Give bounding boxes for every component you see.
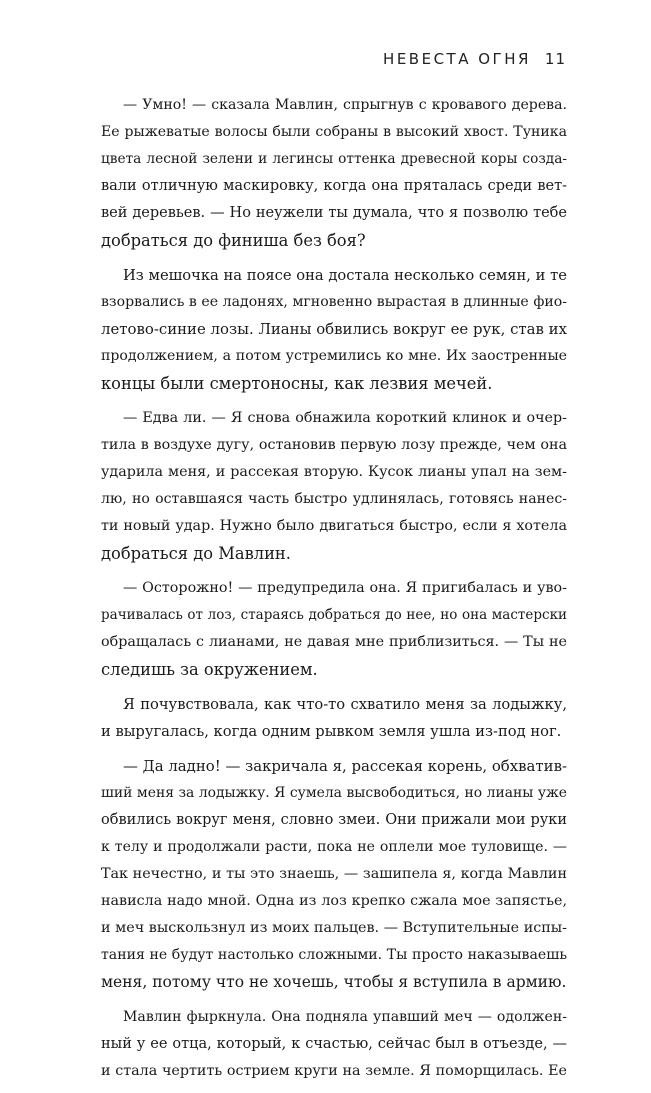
text-line: Так нечестно, и ты это знаешь, — зашипела я, когда Мавлин (101, 866, 567, 882)
text-line: — Едва ли. — Я снова обнажила короткий клинок и очер- (123, 410, 567, 426)
running-head (383, 50, 566, 68)
text-line: ший меня за лодыжку. Я сумела высвободиться, но лианы уже (101, 785, 567, 801)
text-line: — Да ладно! — закричала я, рассекая корень, обхватив- (123, 757, 567, 775)
text-line: следишь за окружением. (101, 660, 318, 679)
paragraph (101, 575, 567, 683)
text-line: Я почувствовала, как что-то схватило меня за лодыжку, (123, 696, 567, 713)
text-line: вали отличную маскировку, когда она пряталась среди вет- (101, 178, 567, 194)
text-line: тания не будут настолько сложными. Ты просто наказываешь (101, 947, 567, 963)
text-line: к телу и продолжали расти, пока не оплели мое туловище. — (101, 839, 567, 855)
text-line: обвились вокруг меня, словно змеи. Они прижали мои руки (101, 812, 567, 828)
paragraph (101, 691, 567, 745)
text-line: Из мешочка на поясе она достала несколько семян, и те (123, 267, 567, 284)
text-line: цвета лесной зелени и легинсы оттенка древесной коры созда- (101, 151, 567, 167)
text-line: вей деревьев. — Но неужели ты думала, что я позволю тебе (101, 205, 567, 221)
text-line: концы были смертоносны, как лезвия мечей. (101, 374, 493, 393)
text-line: нависла надо мной. Одна из лоз крепко сжала мое запястье, (101, 893, 567, 909)
text-line: лю, но оставшаяся часть быстро удлинялась, готовясь нанес- (101, 491, 567, 507)
text-line: ти новый удар. Нужно было двигаться быстро, если я хотела (101, 518, 567, 534)
text-line: продолжением, а потом устремились ко мне. Их заостренные (101, 348, 567, 364)
book-title: НЕВЕСТА ОГНЯ (383, 50, 531, 68)
body-text (101, 92, 567, 1093)
text-line: летово-синие лозы. Лианы обвились вокруг ее рук, став их (101, 320, 567, 338)
text-line: добраться до финиша без боя? (101, 231, 366, 250)
text-line: тила в воздухе дугу, остановив первую лозу прежде, чем она (101, 437, 567, 453)
text-line: обращалась с лианами, не давая мне приблизиться. — Ты не (101, 634, 567, 650)
paragraph (101, 92, 567, 254)
text-line: — Умно! — сказала Мавлин, спрыгнув с кровавого дерева. (123, 97, 567, 113)
text-line: рачивалась от лоз, стараясь добраться до нее, но она мастерски (101, 607, 567, 623)
text-line: — Осторожно! — предупредила она. Я пригибалась и уво- (123, 580, 567, 596)
paragraph (101, 753, 567, 996)
text-line: добраться до Мавлин. (101, 544, 291, 563)
text-line: и стала чертить острием круги на земле. Я поморщилась. Ее (101, 1063, 567, 1079)
text-line: и выругалась, когда одним рывком земля ушла из-под ног. (101, 723, 562, 740)
text-line: и меч выскользнул из моих пальцев. — Вступительные испы- (101, 920, 567, 936)
text-line: меня, потому что не хочешь, чтобы я вступила в армию. (101, 973, 567, 991)
paragraph (101, 1004, 567, 1085)
paragraph (101, 262, 567, 397)
paragraph (101, 405, 567, 567)
text-line: ударила меня, и рассекая вторую. Кусок лианы упал на зем- (101, 464, 567, 480)
text-line: Ее рыжеватые волосы были собраны в высокий хвост. Туника (101, 124, 567, 140)
text-line: Мавлин фыркнула. Она подняла упавший меч — одолжен- (123, 1009, 567, 1025)
page-number: 11 (544, 50, 566, 68)
text-line: взорвались в ее ладонях, мгновенно вырастая в длинные фио- (101, 294, 567, 310)
text-line: ный у ее отца, который, к счастью, сейчас был в отъезде, — (101, 1036, 567, 1052)
